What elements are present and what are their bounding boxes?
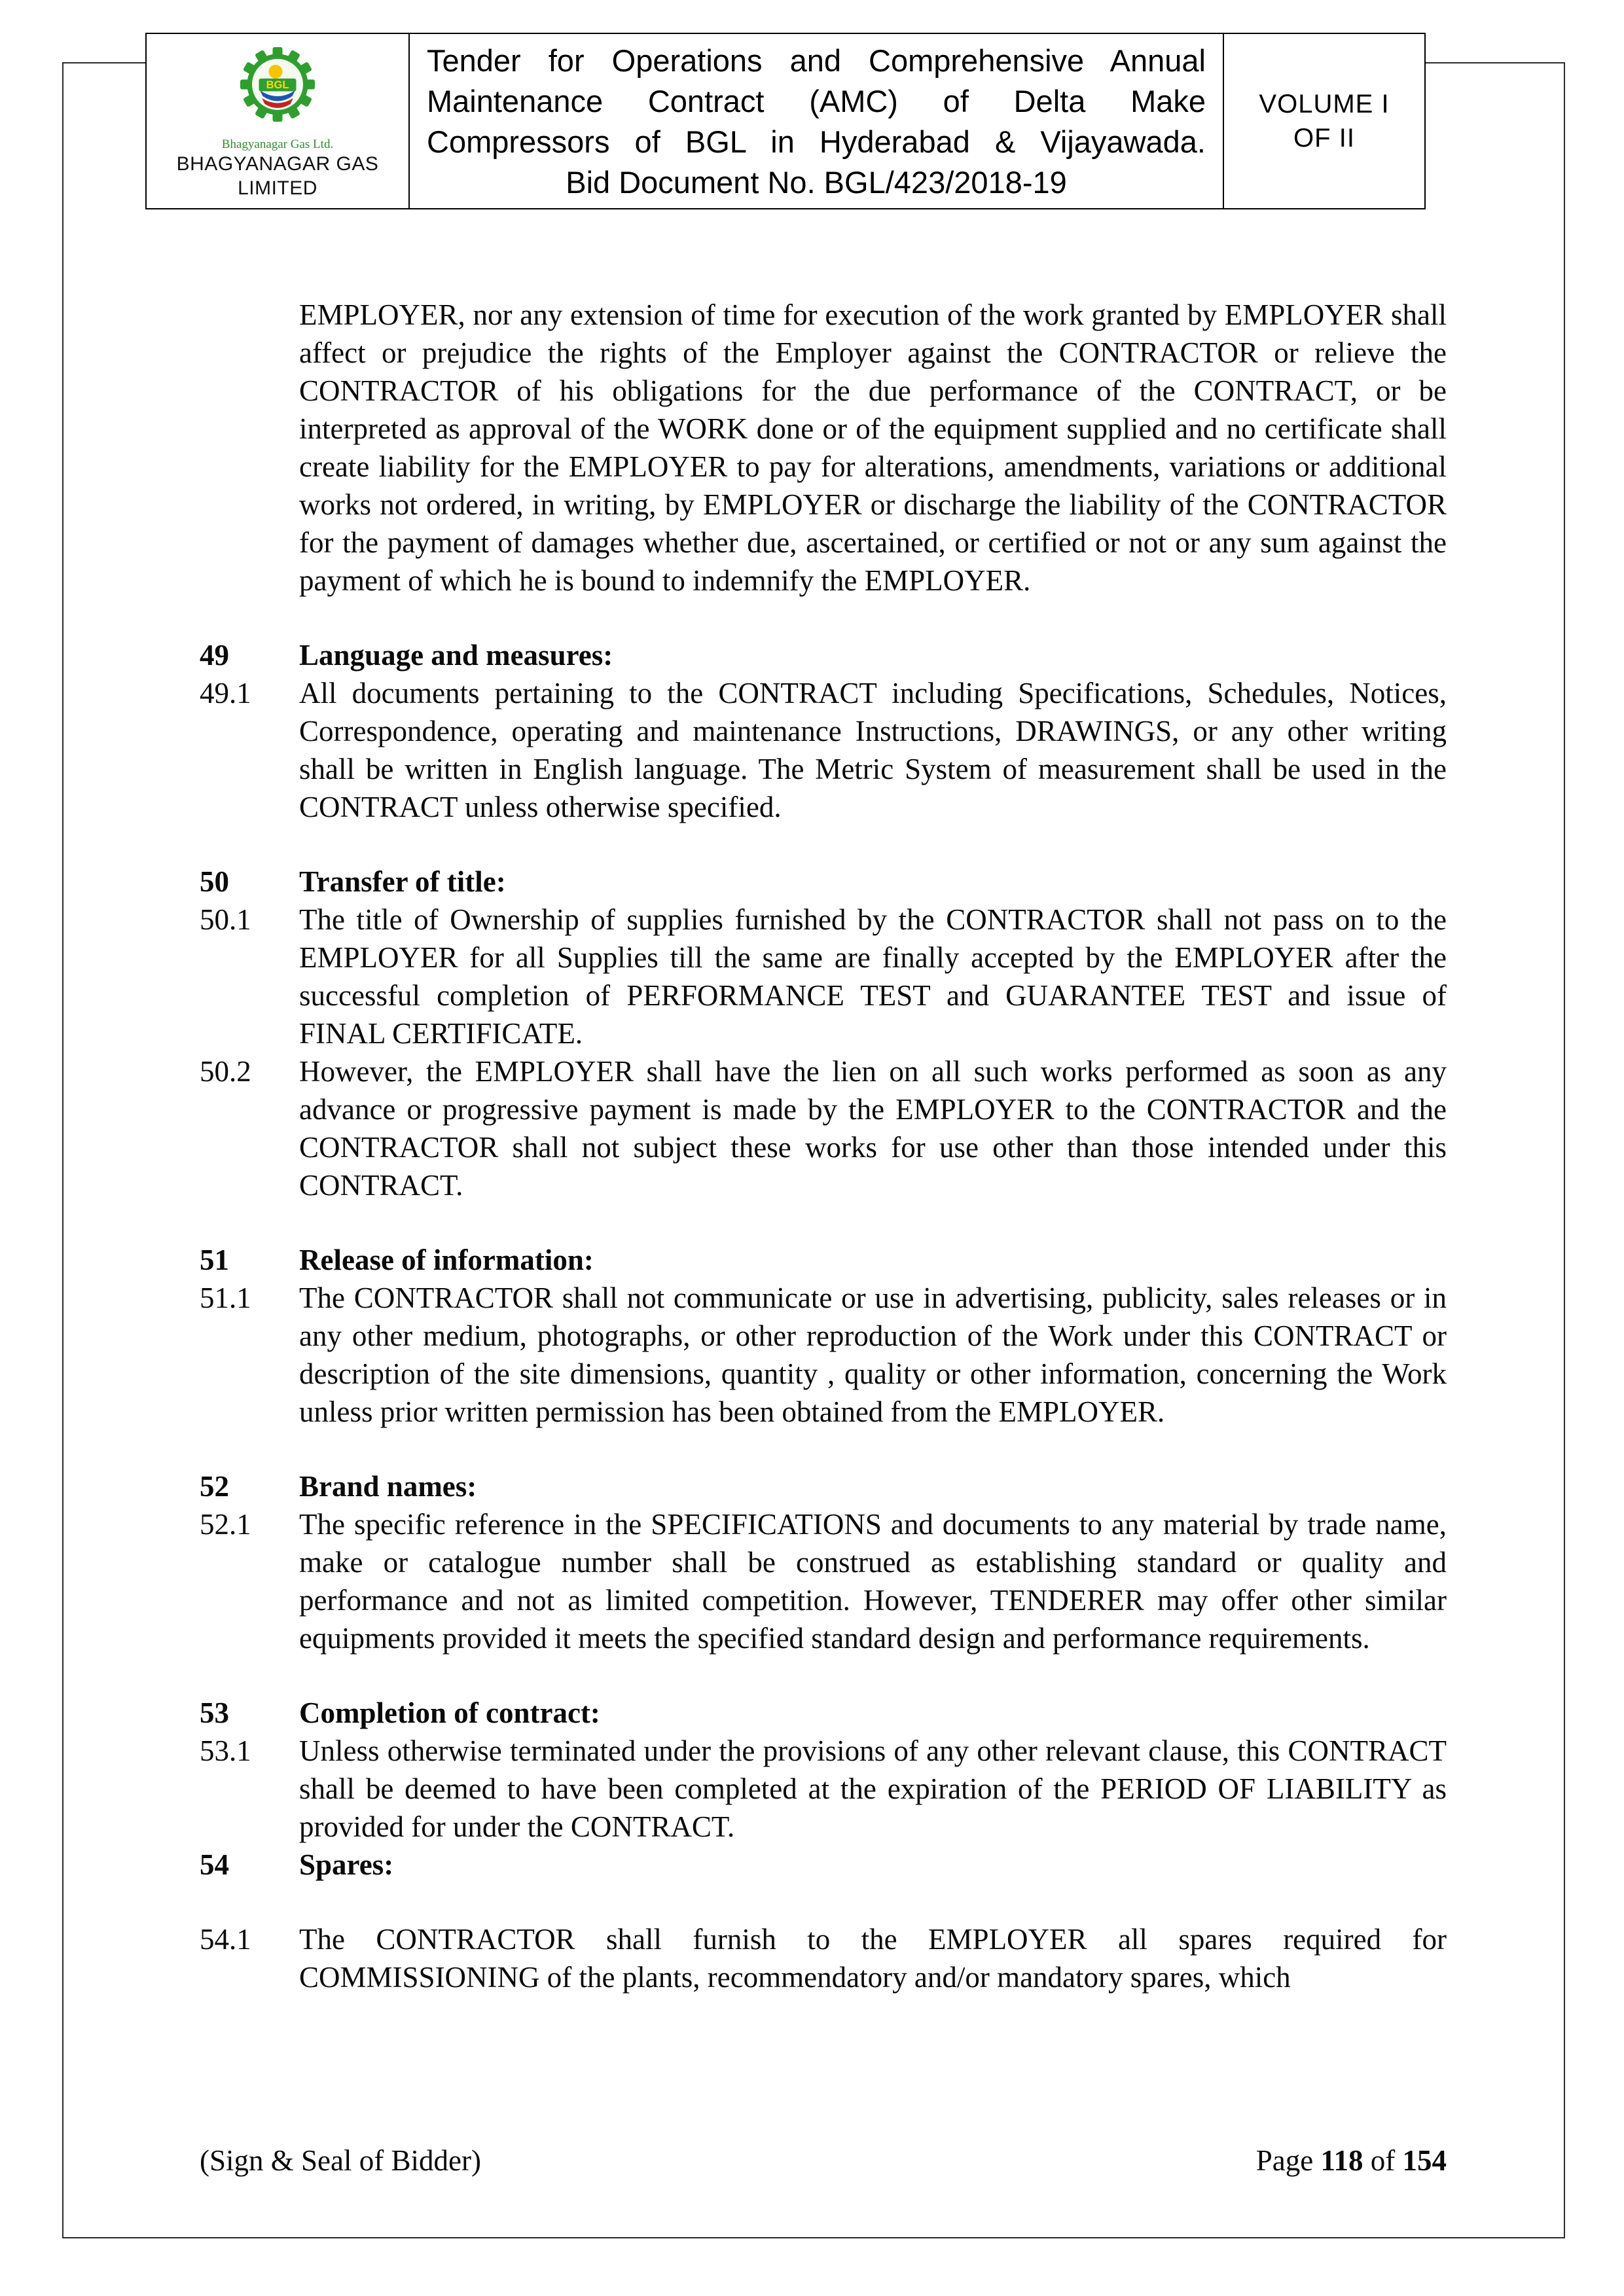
section-heading: Completion of contract:	[299, 1696, 600, 1729]
section-number: 54	[200, 1848, 229, 1881]
section-heading: Release of information:	[299, 1244, 594, 1276]
tender-title-line1: Tender for Operations and Comprehensive Annual	[427, 43, 1206, 78]
company-name-line2: LIMITED	[238, 177, 317, 199]
clause-51-1-row	[200, 1279, 1447, 1431]
section-number: 50	[200, 865, 229, 898]
volume-line2: OF II	[1293, 124, 1355, 152]
logo-acronym: BGL	[266, 79, 289, 91]
section-heading: Spares:	[299, 1848, 394, 1881]
page-word: Page	[1255, 2144, 1314, 2177]
section-number: 52	[200, 1470, 229, 1503]
volume-cell	[1224, 34, 1424, 208]
clause-text: However, the EMPLOYER shall have the lien on all such works performed as soon as any advance or progressive payment is made by the EMPLOYER to the CONTRACTOR and the CONTRACTOR shall not subject these works for use other than those intended under this CONTRACT.	[299, 1055, 1447, 1202]
section-heading: Transfer of title:	[299, 865, 506, 898]
clause-number: 49.1	[200, 677, 251, 709]
section-number: 49	[200, 639, 229, 672]
clause-52-1-row	[200, 1505, 1447, 1657]
section-49-heading-row	[200, 636, 1447, 674]
section-52-heading-row	[200, 1467, 1447, 1505]
document-body	[200, 296, 1447, 1996]
section-number: 51	[200, 1244, 229, 1276]
clause-text: The specific reference in the SPECIFICATIONS and documents to any material by trade name, make or catalogue number shall be construed as establishing standard or quality and performance and not as limited competition. However, TENDERER may offer other similar equipments provided it meets the specified standard design and performance requirements.	[299, 1508, 1447, 1655]
clause-54-1-row	[200, 1920, 1447, 1996]
company-name-line1: BHAGYANAGAR GAS	[176, 153, 379, 175]
header-table	[145, 33, 1426, 209]
section-53-heading-row	[200, 1694, 1447, 1732]
section-number: 53	[200, 1696, 229, 1729]
bid-document-number: Bid Document No. BGL/423/2018-19	[566, 165, 1067, 200]
clause-text: The CONTRACTOR shall not communicate or use in advertising, publicity, sales releases or in any other medium, photographs, or other reproduction of the Work under this CONTRACT or description of the site dimensions, quantity , quality or other information, concerning the Work unless prior written permission has been obtained from the EMPLOYER.	[299, 1282, 1447, 1428]
clause-number: 51.1	[200, 1282, 251, 1314]
clause-text: The CONTRACTOR shall furnish to the EMPLOYER all spares required for COMMISSIONING of the plants, recommendatory and/or mandatory spares, which	[299, 1923, 1447, 1994]
total-pages: 154	[1402, 2144, 1447, 2177]
clause-50-1-row	[200, 901, 1447, 1052]
page-footer	[200, 2142, 1447, 2179]
clause-text: All documents pertaining to the CONTRACT including Specifications, Schedules, Notices, Correspondence, operating and maintenance Instructions, DRAWINGS, or any other writing shall be written in English language. The Metric System of measurement shall be used in the CONTRACT unless otherwise specified.	[299, 677, 1447, 823]
tender-title-line2: Maintenance Contract (AMC) of Delta Make	[427, 84, 1206, 118]
clause-53-1-row	[200, 1732, 1447, 1846]
section-heading: Brand names:	[299, 1470, 477, 1503]
section-51-heading-row	[200, 1241, 1447, 1279]
clause-number: 52.1	[200, 1508, 251, 1541]
clause-text: Unless otherwise terminated under the provisions of any other relevant clause, this CONTRACT shall be deemed to have been completed at the expiration of the PERIOD OF LIABILITY as provided for under the CONTRACT.	[299, 1734, 1447, 1843]
logo-caption: Bhagyanagar Gas Ltd.	[221, 137, 334, 151]
section-heading: Language and measures:	[299, 639, 613, 672]
volume-line1: VOLUME I	[1259, 90, 1390, 118]
sign-seal-note: (Sign & Seal of Bidder)	[200, 2144, 481, 2177]
clause-number: 53.1	[200, 1734, 251, 1767]
clause-50-2-row	[200, 1052, 1447, 1204]
clause-text: The title of Ownership of supplies furnished by the CONTRACTOR shall not pass on to the EMPLOYER for all Supplies till the same are finally accepted by the EMPLOYER after the successful completion of PERFORMANCE TEST and GUARANTEE TEST and issue of FINAL CERTIFICATE.	[299, 903, 1447, 1050]
clause-49-1-row	[200, 674, 1447, 826]
section-50-heading-row	[200, 863, 1447, 901]
page-number: 118	[1320, 2144, 1363, 2177]
tender-title-cell	[410, 34, 1224, 208]
bgl-logo-icon	[228, 39, 327, 137]
section-54-heading-row	[200, 1846, 1447, 1884]
tender-title-line3: Compressors of BGL in Hyderabad & Vijayawada.	[427, 124, 1206, 159]
clause-number: 50.1	[200, 903, 251, 936]
of-word: of	[1370, 2144, 1396, 2177]
clause-number: 50.2	[200, 1055, 251, 1088]
page-indicator	[1256, 2142, 1447, 2179]
logo-cell	[147, 34, 410, 208]
clause-number: 54.1	[200, 1923, 251, 1956]
intro-paragraph: EMPLOYER, nor any extension of time for execution of the work granted by EMPLOYER shall affect or prejudice the rights of the Employer against the CONTRACTOR or relieve the CONTRACTOR of his obligations for the due performance of the CONTRACT, or be interpreted as approval of the WORK done or of the equipment supplied and no certificate shall create liability for the EMPLOYER to pay for alterations, amendments, variations or additional works not ordered, in writing, by EMPLOYER or discharge the liability of the CONTRACTOR for the payment of damages whether due, ascertained, or certified or not or any sum against the payment of which he is bound to indemnify the EMPLOYER.	[299, 298, 1447, 597]
